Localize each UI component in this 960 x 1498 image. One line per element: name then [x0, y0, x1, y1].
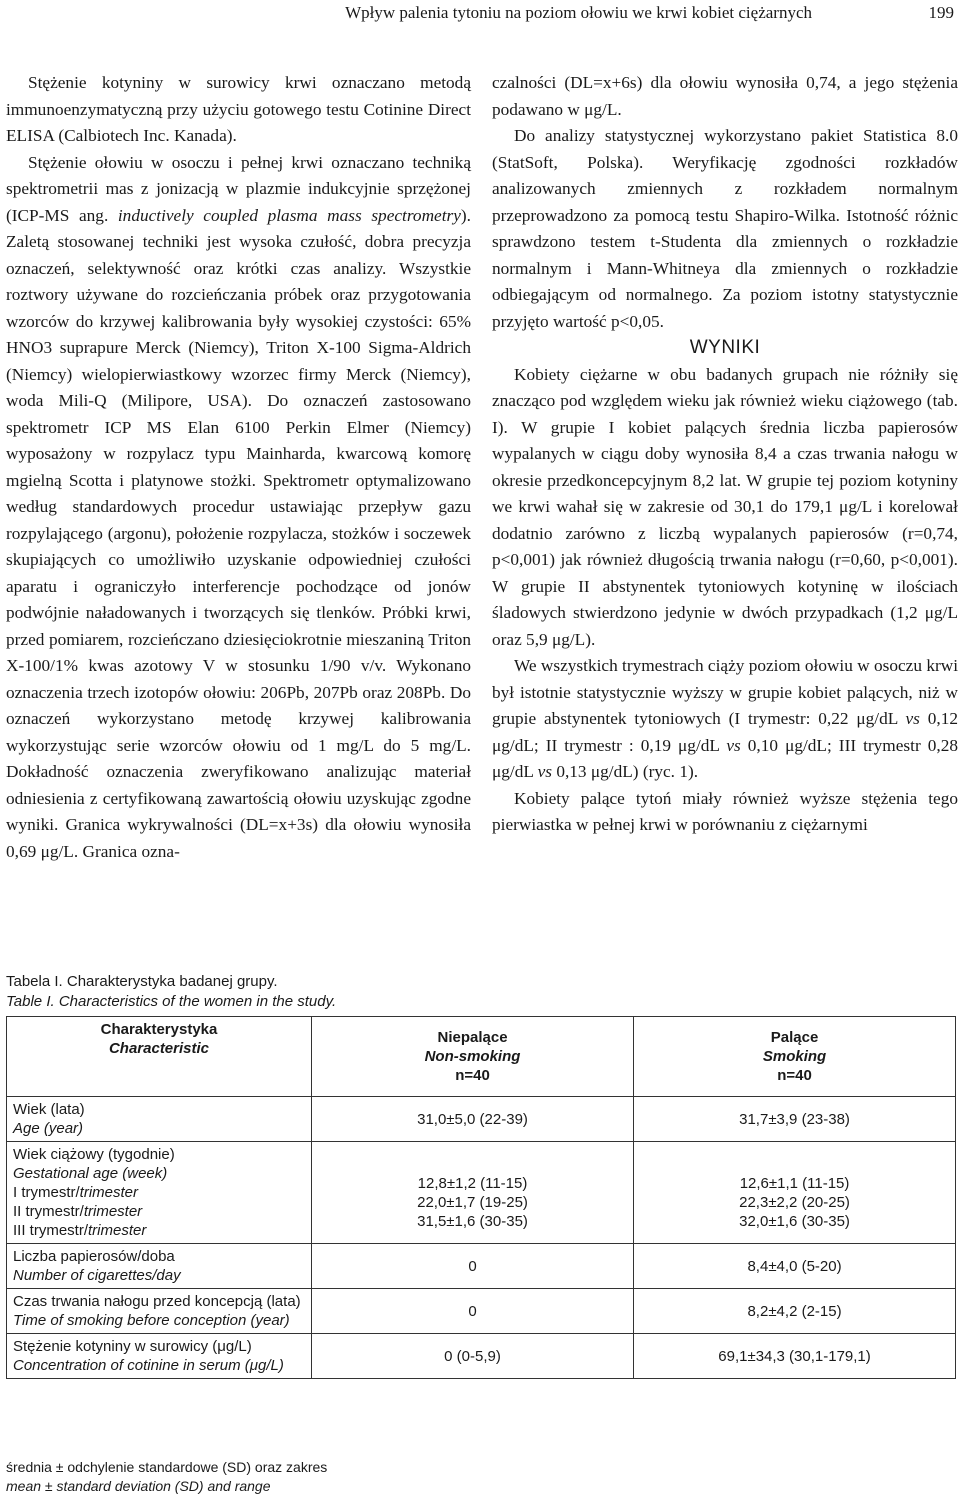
cell-cigarettes-smoking: 8,4±4,0 (5-20)	[634, 1244, 956, 1289]
text-run: We wszystkich trymestrach ciąży poziom ołowiu w osoczu krwi był istotnie statystycznie wyższy w grupie kobiet palących, niż w grupie abstynentek tytoniowych (I trymestr: 0,22 μg/dL	[492, 656, 958, 728]
cell-value: 12,8±1,2 (11-15)	[417, 1174, 528, 1192]
row-label-cotinine	[7, 1334, 312, 1379]
header-characteristic	[7, 1017, 312, 1097]
footnote-pl: średnia ± odchylenie standardowe (SD) oraz zakres	[6, 1459, 328, 1475]
cell-duration-smoking: 8,2±4,2 (2-15)	[634, 1289, 956, 1334]
cell-age-non-smoking: 31,0±5,0 (22-39)	[311, 1097, 633, 1142]
text-run-italic: trimester	[79, 1184, 139, 1201]
row-label: Czas trwania nałogu przed koncepcją (lata)	[13, 1293, 301, 1310]
table-caption-en: Table I. Characteristics of the women in the study.	[6, 993, 337, 1010]
header-label: Charakterystyka	[100, 1021, 218, 1038]
text-run: III trymestr/	[13, 1222, 88, 1239]
header-count: n=40	[777, 1067, 812, 1084]
text-run-italic: vs	[905, 709, 920, 728]
row-label-trimester-2	[13, 1202, 305, 1221]
paragraph-results-3: Kobiety palące tytoń miały również wyższe stężenia tego pierwiastka w pełnej krwi w porównaniu z ciężarnymi	[492, 788, 958, 834]
cell-cigarettes-non-smoking: 0	[311, 1244, 633, 1289]
text-run-italic: vs	[537, 762, 552, 781]
table-caption	[6, 972, 336, 1012]
row-label-en: Number of cigarettes/day	[13, 1267, 181, 1284]
table-row	[7, 1244, 956, 1289]
text-run: Stężenie ołowiu w osoczu i pełnej krwi oznaczano techniką spektrometrii mas z jonizacją w plazmie indukcyjnie sprzężonej (ICP-MS ang.	[6, 152, 471, 225]
row-label-cigarettes	[7, 1244, 312, 1289]
text-run: 0,13 μg/dL) (ryc. 1).	[552, 762, 699, 781]
page-header	[0, 0, 960, 30]
text-run-italic: inductively coupled plasma mass spectrometry	[117, 205, 461, 225]
cell-gestational-smoking	[634, 1142, 956, 1244]
row-label-age	[7, 1097, 312, 1142]
row-label: Wiek ciążowy (tygodnie)	[13, 1146, 175, 1163]
cell-value: 22,0±1,7 (19-25)	[417, 1193, 528, 1211]
paragraph-cotinine-method: Stężenie kotyniny w surowicy krwi oznaczano metodą immunoenzymatyczną przy użyciu gotowego testu Cotinine Direct ELISA (Calbiotech Inc. Kanada).	[6, 73, 471, 145]
header-label-en: Non-smoking	[424, 1048, 521, 1065]
paragraph-results-2	[492, 653, 958, 786]
cell-cotinine-non-smoking: 0 (0-5,9)	[311, 1334, 633, 1379]
header-label: Palące	[770, 1029, 819, 1046]
characteristics-table	[6, 1016, 956, 1379]
header-label: Niepalące	[437, 1029, 508, 1046]
paragraph-statistics: Do analizy statystycznej wykorzystano pakiet Statistica 8.0 (StatSoft, Polska). Weryfikację zgodności rozkładów analizowanych zmiennych z rozkładem normalnym przeprowadzono za pomocą testu Shapiro-Wilka. Istotność różnic sprawdzono testem t-Studenta dla zmiennych o rozkładzie normalnym i Mann-Whitneya dla zmiennych o rozkładzie odbiegającym od normalnego. Za poziom istotny statystycznie przyjęto wartość p<0,05.	[492, 126, 958, 331]
row-label-en: Time of smoking before conception (year)	[13, 1312, 290, 1329]
page-number: 199	[928, 3, 954, 22]
header-count: n=40	[455, 1067, 490, 1084]
paragraph-detection-limit: czalności (DL=x+6s) dla ołowiu wynosiła 0,74, a jego stężenia podawano w μg/L.	[492, 73, 958, 119]
table-footnote	[6, 1458, 327, 1496]
table-caption-pl: Tabela I. Charakterystyka badanej grupy.	[6, 973, 278, 990]
section-heading-results: WYNIKI	[689, 337, 761, 358]
header-label-en: Characteristic	[108, 1040, 210, 1057]
right-column	[492, 70, 958, 839]
text-run-italic: trimester	[88, 1222, 147, 1239]
cell-value: 32,0±1,6 (30-35)	[739, 1212, 850, 1230]
left-column	[6, 70, 471, 865]
cell-gestational-non-smoking	[311, 1142, 633, 1244]
text-run-italic: vs	[726, 735, 741, 755]
paragraph-lead-method	[6, 150, 471, 866]
row-label-trimester-3	[13, 1221, 305, 1240]
row-label: Wiek (lata)	[13, 1101, 85, 1118]
paragraph-results-1: Kobiety ciężarne w obu badanych grupach nie różniły się znacząco pod względem wieku jak również wieku ciążowego (tab. I). W grupie I kobiet palących średnia liczba papierosów wypalanych w ciągu doby wynosiła 8,4 a czas trwania nałogu w okresie przedkoncepcyjnym 8,2 lat. W grupie tej poziom kotyniny we krwi wahał się w zakresie od 30,1 do 179,1 μg/L i korelował dodatnio zarówno z liczbą wypalanych papierosów (r=0,74, p<0,001) jak również długością trwania nałogu (r=0,60, p<0,001). W grupie II abstynentek tytoniowych kotyninę w ilościach śladowych stwierdzono jedynie w dwóch przypadkach (1,2 μg/L oraz 5,9 μg/L).	[492, 364, 958, 649]
table-row	[7, 1097, 956, 1142]
header-label-en: Smoking	[762, 1048, 827, 1065]
cell-value: 31,5±1,6 (30-35)	[417, 1212, 528, 1230]
table-row	[7, 1334, 956, 1379]
header-non-smoking	[311, 1017, 633, 1097]
text-run: 0,12 μg/dL; II trymestr : 0,19 μg/dL	[492, 709, 958, 755]
row-label-en: Gestational age (week)	[13, 1165, 168, 1182]
table-row	[7, 1142, 956, 1244]
cell-value: 12,6±1,1 (11-15)	[739, 1174, 850, 1192]
text-run-italic: trimester	[83, 1203, 143, 1220]
text-run: I trymestr/	[13, 1184, 80, 1201]
table-header-row	[7, 1017, 956, 1097]
table-row	[7, 1289, 956, 1334]
row-label-trimester-1	[13, 1183, 305, 1202]
running-title: Wpływ palenia tytoniu na poziom ołowiu we krwi kobiet ciężarnych	[345, 3, 812, 22]
header-smoking	[634, 1017, 956, 1097]
text-run: II trymestr/	[13, 1203, 84, 1220]
cell-value: 22,3±2,2 (20-25)	[739, 1193, 850, 1211]
cell-cotinine-smoking: 69,1±34,3 (30,1-179,1)	[634, 1334, 956, 1379]
row-label-en: Age (year)	[13, 1120, 84, 1137]
cell-duration-non-smoking: 0	[311, 1289, 633, 1334]
footnote-en: mean ± standard deviation (SD) and range	[6, 1478, 271, 1494]
row-label-smoking-duration	[7, 1289, 312, 1334]
text-run: 0,10 μg/dL; III trymestr 0,28 μg/dL	[492, 735, 958, 781]
row-label: Liczba papierosów/doba	[13, 1248, 175, 1265]
row-label-gestational-age	[7, 1142, 312, 1244]
row-label: Stężenie kotyniny w surowicy (μg/L)	[13, 1338, 252, 1355]
row-label-en: Concentration of cotinine in serum (μg/L)	[13, 1357, 284, 1374]
text-run: ). Zaletą stosowanej techniki jest wysoka czułość, dobra precyzja oznaczeń, selektywność oraz krótki czas analizy. Wszystkie roztwory używane do rozcieńczania próbek oraz przygotowania wzorców do krzywej kalibrowania były wysokiej czystości: 65% HNO3 suprapure Merck (Niemcy), Triton X-100 Sigma-Aldrich (Niemcy) wielopierwiastkowy wzorzec firmy Merck (Niemcy), woda Mili-Q (Milipore, USA). Do oznaczeń zastosowano spektrometr ICP MS Elan 6100 Perkin Elmer (Niemcy) wyposażony w rozpylacz typu Mainharda, kwarcową komorę mgielną Scotta i platynowe stożki. Spektrometr optymalizowano według standardowych procedur ustawiając przepływ gazu rozpylającego (argonu), położenie rozpylacza, stożków i soczewek skupiających co umożliwiło uzyskanie odpowiedniej czułości aparatu i ograniczyło interferencje pochodzące od jonów podwójnie naładowanych i tworzących się tlenków. Próbki krwi, przed pomiarem, rozcieńczano dziesięciokrotnie mieszaniną Triton X-100/1% kwas azotowy V w stosunku 1/90 v/v. Wykonano oznaczenia trzech izotopów ołowiu: 206Pb, 207Pb oraz 208Pb. Do oznaczeń wykorzystano metodę krzywej kalibrowania wykorzystując serie wzorców ołowiu od 1 mg/L do 5 mg/L. Dokładność oznaczenia zweryfikowano analizując materiał odniesienia z certyfikowaną zawartością ołowiu uzyskując zgodne wyniki. Granica wykrywalności (DL=x+3s) dla ołowiu wynosiła 0,69 μg/L. Granica ozna-	[6, 205, 471, 861]
cell-age-smoking: 31,7±3,9 (23-38)	[634, 1097, 956, 1142]
